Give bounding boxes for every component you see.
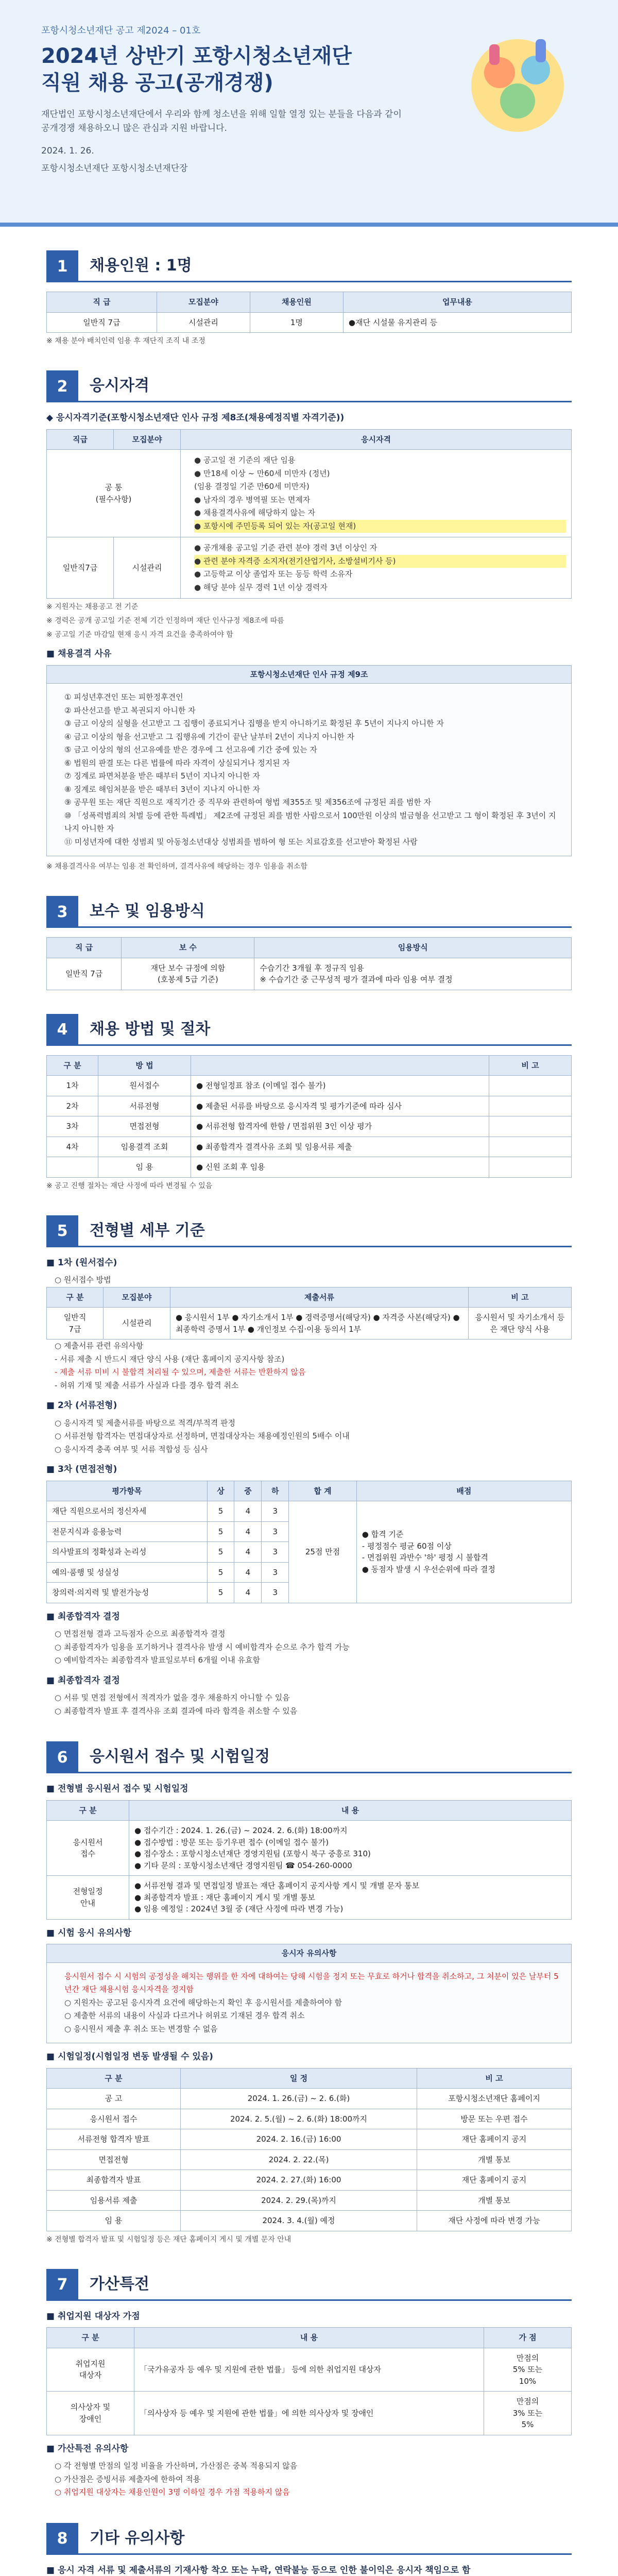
table-cell: 2024. 2. 22.(목) xyxy=(181,2149,417,2170)
list-item: - 서류 제출 시 반드시 재단 양식 사용 (재단 홈페이지 공지사항 참조) xyxy=(55,1354,285,1364)
note: ※ 전형별 합격자 발표 및 시험일정 등은 재단 홈페이지 게시 및 개별 문자 안내 xyxy=(46,2235,291,2244)
list-item: - 허위 기재 및 제출 서류가 사실과 다를 경우 합격 취소 xyxy=(55,1380,239,1390)
table-cell: ●재단 시설물 유지관리 등 xyxy=(343,312,571,333)
header xyxy=(0,0,618,227)
table-cell: 3차 xyxy=(47,1116,98,1137)
table-cell: 3 xyxy=(262,1542,289,1563)
table-cell: 2차 xyxy=(47,1096,98,1116)
table-header: 임용방식 xyxy=(254,938,572,958)
note: ※ 공고 진행 절차는 재단 사정에 따라 변경될 수 있음 xyxy=(46,1181,213,1190)
list-item: ⑪ 미성년자에 대한 성범죄 및 아동청소년대상 성범죄를 범하여 형 또는 치료감호를 선고받아 확정된 사람 xyxy=(64,837,418,846)
qualification-table xyxy=(46,429,572,599)
box-title: 포항시청소년재단 인사 규정 제9조 xyxy=(46,665,572,684)
section-bonus-points xyxy=(0,2269,618,2499)
table-cell: 일반직7급 xyxy=(47,537,114,599)
table-cell: 서류전형 xyxy=(98,1096,191,1116)
subheading: ■ 3차 (면접전형) xyxy=(46,1464,117,1475)
table-cell: 3 xyxy=(262,1521,289,1542)
procedure-table xyxy=(46,1055,572,1178)
table-cell: 3 xyxy=(262,1583,289,1603)
section-salary xyxy=(0,896,618,990)
table-cell: 수습기간 3개월 후 정규직 임용 ※ 수습기간 중 근무성적 평가 결과에 따라 임용 여부 결정 xyxy=(254,958,572,990)
table-header: 중 xyxy=(234,1481,262,1501)
list-item: ● 고등학교 이상 졸업자 또는 동등 학력 소유자 xyxy=(194,569,353,579)
table-cell: 1명 xyxy=(250,312,343,333)
section-number: 6 xyxy=(46,1741,78,1773)
list-item: ○ 제출서류 관련 유의사항 xyxy=(55,1341,144,1350)
list-item: ○ 제출한 서류의 내용이 사실과 다르거나 허위로 기재된 경우 합격 취소 xyxy=(64,2011,305,2020)
list-item: ○ 응시원서 제출 후 취소 또는 변경할 수 없음 xyxy=(64,2024,218,2033)
list-item: ● 만18세 이상 ~ 만60세 미만자 (정년) xyxy=(194,468,330,478)
section-number: 4 xyxy=(46,1014,78,1046)
table-cell: 만점의 3% 또는 5% xyxy=(484,2392,572,2435)
table-cell: 임 용 xyxy=(47,2211,181,2231)
list-item: ● 관련 분야 자격증 소지자(전기산업기사, 소방설비기사 등) xyxy=(194,555,566,568)
table-cell: 5 xyxy=(207,1583,234,1603)
subheading: ■ 시험 응시 유의사항 xyxy=(46,1927,132,1938)
table-cell: 일반직 7급 xyxy=(47,1308,104,1340)
section-procedure xyxy=(0,1014,618,1192)
subheading: ■ 1차 (원서접수) xyxy=(46,1257,117,1268)
table-cell: 4 xyxy=(234,1501,262,1522)
list-item: ○ 지원자는 공고된 응시자격 요건에 해당하는지 확인 후 응시원서를 제출하여야 함 xyxy=(64,1997,342,2007)
section-title: 가산특전 xyxy=(78,2269,572,2301)
table-header: 구 분 xyxy=(47,1800,129,1821)
section-title: 채용인원 : 1명 xyxy=(78,250,572,282)
section-title: 응시자격 xyxy=(78,370,572,402)
table-header: 일 정 xyxy=(181,2068,417,2089)
section-number: 7 xyxy=(46,2269,78,2301)
list-item: ○ 응시자격 충족 여부 및 서류 적합성 등 심사 xyxy=(55,1444,208,1454)
list-item: ● 포항시에 주민등록 되어 있는 자(공고일 현재) xyxy=(194,520,566,533)
bonus-table xyxy=(46,2327,572,2435)
table-header: 내 용 xyxy=(134,2328,484,2348)
subheading: ■ 최종합격자 결정 xyxy=(46,1675,120,1686)
subheading: ■ 응시 자격 서류 및 제출서류의 기재사항 착오 또는 누락, 연락불능 등으로 인한 불이익은 응시자 책임으로 함 xyxy=(46,2565,471,2575)
list-item: 응시원서 접수 시 시험의 공정성을 해치는 행위를 한 자에 대하여는 당해 시험을 정지 또는 무효로 하거나 합격을 취소하고, 그 처분이 있은 날부터 5년간 재단 채용시험 응시자격을 정지함 xyxy=(64,1971,559,1994)
list-item: ○ 취업지원 대상자는 채용인원이 3명 이하일 경우 가점 적용하지 않음 xyxy=(55,2487,290,2497)
section-header xyxy=(46,370,572,402)
table-cell: 재단 홈페이지 공지 xyxy=(417,2170,572,2191)
table-cell: ● 전형일정표 참조 (이메일 접수 불가) xyxy=(191,1076,489,1096)
table-cell xyxy=(47,1157,98,1178)
table-cell: 2024. 1. 26.(금) ~ 2. 6.(화) xyxy=(181,2089,417,2109)
section-title: 응시원서 접수 및 시험일정 xyxy=(78,1741,572,1773)
list-item: ③ 금고 이상의 실형을 선고받고 그 집행이 종료되거나 집행을 받지 아니하기로 확정된 후 5년이 지나지 아니한 자 xyxy=(64,719,444,728)
table-header: 직급 xyxy=(47,429,114,450)
restriction-box xyxy=(46,683,572,856)
section-header xyxy=(46,2523,572,2555)
table-header: 방 법 xyxy=(98,1055,191,1076)
table-cell: 의사상자 및 장애인 xyxy=(47,2392,134,2435)
schedule-table xyxy=(46,2068,572,2231)
table-header: 평가항목 xyxy=(47,1481,208,1501)
table-cell: 재단 직원으로서의 정신자세 xyxy=(47,1501,208,1522)
section-number: 5 xyxy=(46,1215,78,1247)
page-title-line2: 직원 채용 공고(공개경쟁) xyxy=(41,71,273,95)
list-item: - 제출 서류 미비 시 불합격 처리될 수 있으며, 제출한 서류는 반환하지 않음 xyxy=(55,1367,306,1377)
subheading: ■ 전형별 응시원서 접수 및 시험일정 xyxy=(46,1784,188,1794)
table-header: 비 고 xyxy=(489,1055,572,1076)
table-cell: 재단 홈페이지 공지 xyxy=(417,2129,572,2150)
list-item: ② 파산선고를 받고 복권되지 아니한 자 xyxy=(64,705,196,715)
section-qualifications xyxy=(0,370,618,872)
table-header: 직 급 xyxy=(47,938,122,958)
section-application xyxy=(0,1741,618,2245)
table-header: 응시자격 xyxy=(181,429,572,450)
table-cell xyxy=(489,1096,572,1116)
table-cell: 재단 보수 규정에 의함 (호봉제 5급 기준) xyxy=(122,958,254,990)
list-item: ⑤ 금고 이상의 형의 선고유예를 받은 경우에 그 선고유예 기간 중에 있는 자 xyxy=(64,745,317,754)
table-cell xyxy=(489,1137,572,1157)
list-item: - 면접위원 과반수 '하' 평정 시 불합격 xyxy=(362,1553,488,1563)
note: ※ 채용결격사유 여부는 임용 전 확인하며, 결격사유에 해당하는 경우 임용을 취소함 xyxy=(46,862,307,871)
table-cell: 2024. 2. 29.(목)까지 xyxy=(181,2190,417,2211)
list-item: ● 채용결격사유에 해당하지 않는 자 xyxy=(194,508,316,517)
table-header: 상 xyxy=(207,1481,234,1501)
table-header: 제출서류 xyxy=(170,1287,469,1308)
table-cell: 5 xyxy=(207,1501,234,1522)
list-item: ● 합격 기준 xyxy=(362,1530,404,1539)
list-item: ④ 금고 이상의 형을 선고받고 그 집행유예 기간이 끝난 날부터 2년이 지나지 아니한 자 xyxy=(64,732,355,741)
table-cell: ● 서류전형 결과 및 면접일정 발표는 재단 홈페이지 공지사항 게시 및 개별 문자 통보 ● 최종합격자 발표 : 재단 홈페이지 게시 및 개별 통보 ● 임용 예정일 : 2024년 3월 중 (재단 사정에 따라 변경 가능) xyxy=(129,1876,572,1920)
table-header: 보 수 xyxy=(122,938,254,958)
list-item: ○ 서류전형 합격자는 면접대상자로 선정하며, 면접대상자는 채용예정인원의 5배수 이내 xyxy=(55,1431,350,1440)
list-item: ● 공고일 전 기준의 재단 임용 xyxy=(194,455,296,465)
table-header: 업무내용 xyxy=(343,292,571,313)
table-cell: 원서접수 xyxy=(98,1076,191,1096)
table-cell: 2024. 3. 4.(월) 예정 xyxy=(181,2211,417,2231)
announcement-number: 포항시청소년재단 공고 제2024 – 01호 xyxy=(41,25,201,36)
list-item: ○ 각 전형별 만점의 일정 비율을 가산하며, 가산점은 중복 적용되지 않음 xyxy=(55,2461,298,2470)
section-header xyxy=(46,896,572,928)
table-header: 채용인원 xyxy=(250,292,343,313)
table-cell: 일반직 7급 xyxy=(47,312,157,333)
list-item: ⑨ 공무원 또는 재단 직원으로 재직기간 중 직무와 관련하여 형법 제355조 및 제356조에 규정된 죄를 범한 자 xyxy=(64,798,432,807)
table-cell: 「의사상자 등 예우 및 지원에 관한 법률」에 의한 의사상자 및 장애인 xyxy=(134,2392,484,2435)
table-header: 모집분야 xyxy=(114,429,181,450)
list-item: - 평정점수 평균 60점 이상 xyxy=(362,1541,452,1551)
table-cell: 재단 사정에 따라 변경 가능 xyxy=(417,2211,572,2231)
section-number: 3 xyxy=(46,896,78,928)
table-cell: ● 서류전형 합격자에 한함 / 면접위원 3인 이상 평가 xyxy=(191,1116,489,1137)
table-cell: 임용서류 제출 xyxy=(47,2190,181,2211)
table-cell: 최종합격자 발표 xyxy=(47,2170,181,2191)
table-header: 내 용 xyxy=(129,1800,572,1821)
table-cell: 2024. 2. 16.(금) 16:00 xyxy=(181,2129,417,2150)
note: ※ 채용 분야 배치인력 임용 후 재단직 조직 내 조정 xyxy=(46,337,205,345)
table-cell: 4 xyxy=(234,1583,262,1603)
table-cell: 전형일정 안내 xyxy=(47,1876,129,1920)
list-item: ○ 서류 및 면접 전형에서 적격자가 없을 경우 채용하지 아니할 수 있음 xyxy=(55,1693,290,1702)
note: ※ 공고일 기준 마감일 현재 응시 자격 요건을 충족하여야 함 xyxy=(46,631,233,639)
table-cell: ● 응시원서 1부 ● 자기소개서 1부 ● 경력증명서(해당자) ● 자격증 사본(해당자) ● 최종학력 증명서 1부 ● 개인정보 수집·이용 동의서 1부 xyxy=(170,1308,469,1340)
list-item: ○ 면접전형 결과 고득점자 순으로 최종합격자 결정 xyxy=(55,1629,226,1638)
table-cell xyxy=(181,537,572,599)
table-header: 비 고 xyxy=(417,2068,572,2089)
documents-table xyxy=(46,1287,572,1340)
section-title: 보수 및 임용방식 xyxy=(78,896,572,928)
section-header xyxy=(46,1014,572,1046)
box-title: 응시자 유의사항 xyxy=(46,1944,572,1962)
table-cell: 시설관리 xyxy=(157,312,250,333)
list-item: ⑦ 징계로 파면처분을 받은 때부터 5년이 지나지 아니한 자 xyxy=(64,771,260,781)
table-header: 구 분 xyxy=(47,1287,104,1308)
list-item: (임용 결정일 기준 만60세 미만자) xyxy=(194,482,310,491)
list-item: ⑥ 법원의 판결 또는 다른 법률에 따라 자격이 상실되거나 정지된 자 xyxy=(64,758,290,768)
subheading: ■ 최종합격자 결정 xyxy=(46,1611,120,1622)
intro-text: 재단법인 포항시청소년재단에서 우리와 함께 청소년을 위해 일할 열정 있는 분들을 다음과 같이 공개경쟁 채용하오니 많은 관심과 지원 바랍니다. xyxy=(41,109,402,134)
section-recruitment-count xyxy=(0,250,618,347)
table-cell: 2024. 2. 5.(월) ~ 2. 6.(화) 18:00까지 xyxy=(181,2109,417,2129)
table-cell xyxy=(489,1157,572,1178)
table-cell xyxy=(181,450,572,537)
table-cell: 4 xyxy=(234,1562,262,1583)
section-header xyxy=(46,1741,572,1773)
table-header: 가 점 xyxy=(484,2328,572,2348)
section-number: 8 xyxy=(46,2523,78,2555)
section-number: 1 xyxy=(46,250,78,282)
table-cell: 4 xyxy=(234,1542,262,1563)
note: ※ 경력은 공개 공고일 기준 전체 기간 인정하며 재단 인사규정 제8조에 따름 xyxy=(46,617,284,625)
table-cell: 공 통 (필수사항) xyxy=(47,450,181,537)
table-cell xyxy=(489,1116,572,1137)
table-cell: 공 고 xyxy=(47,2089,181,2109)
table-header: 하 xyxy=(262,1481,289,1501)
table-cell: 취업지원 대상자 xyxy=(47,2348,134,2392)
table-cell: 포항시청소년재단 홈페이지 xyxy=(417,2089,572,2109)
table-cell: 응시원서 접수 xyxy=(47,2109,181,2129)
table-cell: ● 최종합격자 결격사유 조회 및 임용서류 제출 xyxy=(191,1137,489,1157)
table-cell: 개별 통보 xyxy=(417,2190,572,2211)
table-cell: 예의·품행 및 성실성 xyxy=(47,1562,208,1583)
table-cell: 면접전형 xyxy=(47,2149,181,2170)
table-cell xyxy=(356,1501,571,1603)
table-header: 모집분야 xyxy=(157,292,250,313)
table-cell: 전문지식과 응용능력 xyxy=(47,1521,208,1542)
salary-table xyxy=(46,937,572,990)
table-cell: 25점 만점 xyxy=(289,1501,357,1603)
subheading: ◆ 응시자격기준(포항시청소년재단 인사 규정 제8조(채용예정직별 자격기준)) xyxy=(46,413,345,423)
subheading: ■ 취업지원 대상자 가점 xyxy=(46,2311,140,2321)
mascot-logo-icon xyxy=(458,24,577,142)
section-header xyxy=(46,1215,572,1247)
application-table xyxy=(46,1800,572,1920)
subheading: ■ 시험일정(시험일정 변동 발생될 수 있음) xyxy=(46,2052,213,2062)
table-cell: 3 xyxy=(262,1501,289,1522)
table-header: 배점 xyxy=(356,1481,571,1501)
subheading: ■ 가산특전 유의사항 xyxy=(46,2443,129,2454)
list-item: ○ 응시자격 및 제출서류를 바탕으로 적격/부적격 판정 xyxy=(55,1418,236,1428)
table-header: 모집분야 xyxy=(104,1287,170,1308)
list-item: ⑧ 징계로 해임처분을 받은 때부터 3년이 지나지 아니한 자 xyxy=(64,784,260,794)
section-criteria xyxy=(0,1215,618,1718)
table-cell: 의사발표의 정확성과 논리성 xyxy=(47,1542,208,1563)
note: ※ 지원자는 채용공고 전 기준 xyxy=(46,603,139,611)
section-title: 전형별 세부 기준 xyxy=(78,1215,572,1247)
table-cell: 만점의 5% 또는 10% xyxy=(484,2348,572,2392)
table-header: 직 급 xyxy=(47,292,157,313)
table-cell: ● 신원 조회 후 임용 xyxy=(191,1157,489,1178)
subheading: ■ 채용결격 사유 xyxy=(46,649,112,659)
list-item: ● 남자의 경우 병역필 또는 면제자 xyxy=(194,495,311,504)
table-cell: 「국가유공자 등 예우 및 지원에 관한 법률」 등에 의한 취업지원 대상자 xyxy=(134,2348,484,2392)
table-cell: 개별 통보 xyxy=(417,2149,572,2170)
list-item: ⑩ 「성폭력범죄의 처벌 등에 관한 특례법」 제2조에 규정된 죄를 범한 사람으로서 100만원 이상의 벌금형을 선고받고 그 형이 확정된 후 3년이 지나지 아니한 자 xyxy=(64,810,556,833)
table-cell: ● 접수기간 : 2024. 1. 26.(금) ~ 2024. 2. 6.(화) 18:00까지 ● 접수방법 : 방문 또는 등기우편 접수 (이메일 접수 불가) ● 접수장소 : 포항시청소년재단 경영지원팀 (포항시 북구 중흥로 310) ● 기타 문의 : 포항시청소년재단 경영지원팀 ☎ 054-260-0000 xyxy=(129,1821,572,1876)
table-cell: 5 xyxy=(207,1542,234,1563)
table-cell: 서류전형 합격자 발표 xyxy=(47,2129,181,2150)
table-cell: 3 xyxy=(262,1562,289,1583)
list-item: ○ 최종합격자가 임용을 포기하거나 결격사유 발생 시 예비합격자 순으로 추가 합격 가능 xyxy=(55,1642,350,1652)
recruitment-table xyxy=(46,292,572,333)
table-cell: 응시원서 및 자기소개서 등은 재단 양식 사용 xyxy=(469,1308,572,1340)
section-header xyxy=(46,250,572,282)
list-item: ① 피성년후견인 또는 피한정후견인 xyxy=(64,692,183,702)
list-item: ○ 가산점은 증빙서류 제출자에 한하여 적용 xyxy=(55,2474,201,2484)
interview-table xyxy=(46,1481,572,1603)
table-cell: 시설관리 xyxy=(114,537,181,599)
table-cell: 면접전형 xyxy=(98,1116,191,1137)
table-cell: 응시원서 접수 xyxy=(47,1821,129,1876)
section-header xyxy=(46,2269,572,2301)
table-cell: 1차 xyxy=(47,1076,98,1096)
section-title: 기타 유의사항 xyxy=(78,2523,572,2555)
table-cell: 5 xyxy=(207,1521,234,1542)
table-header: 구 분 xyxy=(47,1055,98,1076)
table-header: 비 고 xyxy=(469,1287,572,1308)
list-item: ● 해당 분야 실무 경력 1년 이상 경력자 xyxy=(194,582,328,592)
table-cell: ● 제출된 서류를 바탕으로 응시자격 및 평가기준에 따라 심사 xyxy=(191,1096,489,1116)
table-header: 구 분 xyxy=(47,2068,181,2089)
table-cell: 임용결격 조회 xyxy=(98,1137,191,1157)
table-cell: 4 xyxy=(234,1521,262,1542)
table-cell: 임 용 xyxy=(98,1157,191,1178)
section-title: 채용 방법 및 절차 xyxy=(78,1014,572,1046)
list-item: ○ 원서접수 방법 xyxy=(55,1275,111,1284)
announcement-date: 2024. 1. 26. xyxy=(41,146,94,157)
table-cell: 창의력·의지력 및 발전가능성 xyxy=(47,1583,208,1603)
table-cell: 5 xyxy=(207,1562,234,1583)
subheading: ■ 2차 (서류전형) xyxy=(46,1400,117,1411)
table-cell: 시설관리 xyxy=(104,1308,170,1340)
table-cell: 2024. 2. 27.(화) 16:00 xyxy=(181,2170,417,2191)
table-header: 구 분 xyxy=(47,2328,134,2348)
table-cell: 방문 또는 우편 접수 xyxy=(417,2109,572,2129)
section-other-notes xyxy=(0,2523,618,2576)
table-cell: 일반직 7급 xyxy=(47,958,122,990)
table-header: 합 계 xyxy=(289,1481,357,1501)
list-item: ○ 예비합격자는 최종합격자 발표일로부터 6개월 이내 유효함 xyxy=(55,1655,261,1665)
section-number: 2 xyxy=(46,370,78,402)
table-header xyxy=(191,1055,489,1076)
list-item: ○ 최종합격자 발표 후 결격사유 조회 결과에 따라 합격을 취소할 수 있음 xyxy=(55,1706,298,1716)
organization-name: 포항시청소년재단 포항시청소년재단장 xyxy=(41,163,188,174)
table-cell: 4차 xyxy=(47,1137,98,1157)
caution-box xyxy=(46,1962,572,2044)
page-title-line1: 2024년 상반기 포항시청소년재단 xyxy=(41,44,352,68)
table-cell xyxy=(489,1076,572,1096)
list-item: ● 동점자 발생 시 우선순위에 따라 결정 xyxy=(362,1564,495,1574)
list-item: ● 공개채용 공고일 기준 관련 분야 경력 3년 이상인 자 xyxy=(194,543,377,552)
